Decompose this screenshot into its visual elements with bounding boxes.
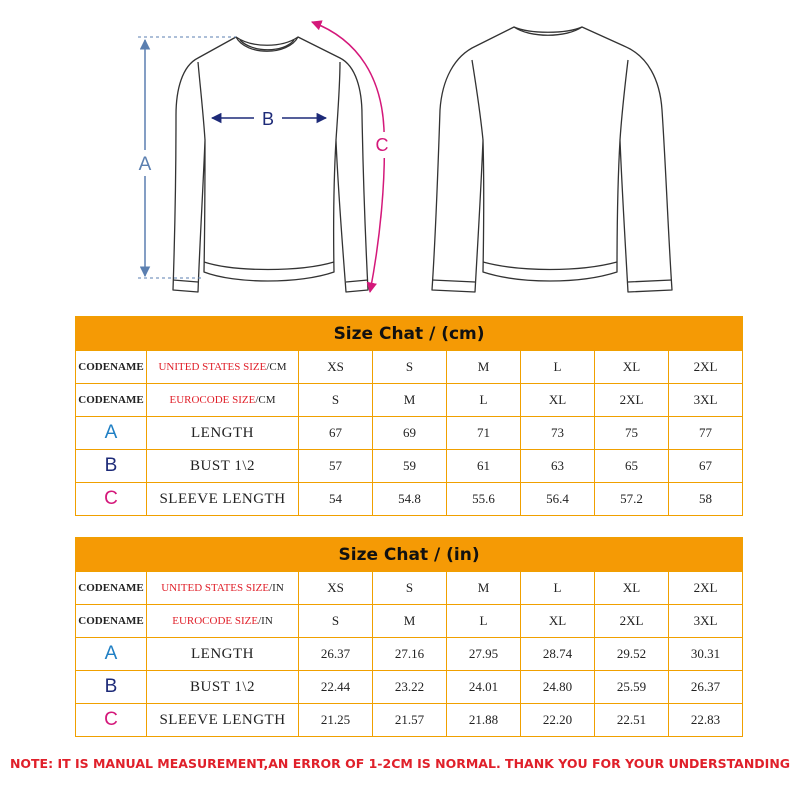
- size-cell: XL: [521, 605, 595, 638]
- table-cm-title: Size Chat / (cm): [76, 317, 743, 351]
- codename-cell: CODENAME: [76, 605, 147, 638]
- value-cell: 77: [669, 417, 743, 450]
- us-size-label-text: UNITED STATES SIZE: [158, 361, 267, 373]
- table-cm-row-bust: [76, 450, 743, 483]
- size-cell: S: [373, 572, 447, 605]
- size-cell: S: [299, 384, 373, 417]
- size-cell: L: [447, 384, 521, 417]
- value-cell: 65: [595, 450, 669, 483]
- eu-size-label-text: EUROCODE SIZE: [172, 615, 259, 627]
- measure-a-label: A: [138, 154, 152, 175]
- measure-name-cell: BUST 1\2: [147, 450, 299, 483]
- value-cell: 27.95: [447, 638, 521, 671]
- measure-name-cell: LENGTH: [147, 417, 299, 450]
- value-cell: 29.52: [595, 638, 669, 671]
- eu-size-label-text: EUROCODE SIZE: [169, 394, 256, 406]
- table-cm-eu-row: [76, 384, 743, 417]
- size-cell: L: [447, 605, 521, 638]
- measure-name-cell: LENGTH: [147, 638, 299, 671]
- table-in-row-length: [76, 638, 743, 671]
- size-table-in: [75, 537, 743, 737]
- value-cell: 27.16: [373, 638, 447, 671]
- size-cell: 2XL: [595, 605, 669, 638]
- garment-diagram: [0, 0, 800, 305]
- value-cell: 30.31: [669, 638, 743, 671]
- table-in-eu-row: [76, 605, 743, 638]
- value-cell: 67: [299, 417, 373, 450]
- value-cell: 56.4: [521, 483, 595, 516]
- value-cell: 24.01: [447, 671, 521, 704]
- measure-c-label: C: [375, 135, 389, 155]
- value-cell: 61: [447, 450, 521, 483]
- shirt-back-seams: [432, 60, 672, 282]
- size-cell: S: [373, 351, 447, 384]
- shirt-front: [173, 37, 368, 292]
- unit-text: /CM: [266, 361, 287, 373]
- letter-a-cell: A: [76, 417, 147, 450]
- value-cell: 57.2: [595, 483, 669, 516]
- measure-name-cell: BUST 1\2: [147, 671, 299, 704]
- shirt-back-hem: [483, 262, 617, 270]
- us-size-label: [147, 351, 299, 384]
- measure-name-cell: SLEEVE LENGTH: [147, 483, 299, 516]
- measure-a: [134, 37, 236, 278]
- value-cell: 54.8: [373, 483, 447, 516]
- us-size-label-text: UNITED STATES SIZE: [161, 582, 270, 594]
- size-cell: 3XL: [669, 384, 743, 417]
- measure-b-label: B: [261, 109, 275, 129]
- size-cell: M: [373, 384, 447, 417]
- value-cell: 67: [669, 450, 743, 483]
- us-size-label: [147, 572, 299, 605]
- size-table-cm: [75, 316, 743, 516]
- size-cell: XL: [595, 572, 669, 605]
- value-cell: 75: [595, 417, 669, 450]
- shirt-front-outline: [173, 37, 368, 292]
- value-cell: 73: [521, 417, 595, 450]
- size-cell: XL: [595, 351, 669, 384]
- size-cell: M: [447, 572, 521, 605]
- unit-text: /IN: [258, 615, 273, 627]
- codename-cell: CODENAME: [76, 384, 147, 417]
- measure-b: [212, 109, 326, 129]
- value-cell: 22.20: [521, 704, 595, 737]
- value-cell: 71: [447, 417, 521, 450]
- shirt-front-seams: [173, 62, 368, 282]
- letter-a-cell: A: [76, 638, 147, 671]
- size-cell: 3XL: [669, 605, 743, 638]
- size-cell: S: [299, 605, 373, 638]
- table-in-title: Size Chat / (in): [76, 538, 743, 572]
- size-cell: 2XL: [669, 572, 743, 605]
- size-cell: M: [447, 351, 521, 384]
- value-cell: 69: [373, 417, 447, 450]
- size-cell: XS: [299, 351, 373, 384]
- table-cm-row-length: [76, 417, 743, 450]
- shirt-back: [432, 27, 672, 292]
- value-cell: 63: [521, 450, 595, 483]
- value-cell: 55.6: [447, 483, 521, 516]
- size-cell: L: [521, 351, 595, 384]
- shirt-back-collar: [514, 27, 582, 35]
- value-cell: 26.37: [299, 638, 373, 671]
- value-cell: 28.74: [521, 638, 595, 671]
- table-in-row-sleeve: [76, 704, 743, 737]
- size-cell: XS: [299, 572, 373, 605]
- value-cell: 22.44: [299, 671, 373, 704]
- size-cell: M: [373, 605, 447, 638]
- shirt-front-hem: [204, 262, 334, 270]
- measurement-note: NOTE: IT IS MANUAL MEASUREMENT,AN ERROR OF 1-2CM IS NORMAL. THANK YOU FOR YOUR UNDERSTANDING: [9, 756, 791, 771]
- table-cm-row-sleeve: [76, 483, 743, 516]
- letter-c-cell: C: [76, 483, 147, 516]
- letter-c-cell: C: [76, 704, 147, 737]
- value-cell: 57: [299, 450, 373, 483]
- value-cell: 22.83: [669, 704, 743, 737]
- table-in-us-row: [76, 572, 743, 605]
- unit-text: /IN: [269, 582, 284, 594]
- value-cell: 54: [299, 483, 373, 516]
- unit-text: /CM: [255, 394, 276, 406]
- value-cell: 21.25: [299, 704, 373, 737]
- value-cell: 21.57: [373, 704, 447, 737]
- value-cell: 24.80: [521, 671, 595, 704]
- measure-c: [312, 22, 394, 292]
- size-cell: XL: [521, 384, 595, 417]
- value-cell: 23.22: [373, 671, 447, 704]
- size-cell: 2XL: [595, 384, 669, 417]
- value-cell: 21.88: [447, 704, 521, 737]
- eu-size-label: [147, 605, 299, 638]
- size-cell: 2XL: [669, 351, 743, 384]
- letter-b-cell: B: [76, 671, 147, 704]
- value-cell: 59: [373, 450, 447, 483]
- value-cell: 26.37: [669, 671, 743, 704]
- measure-name-cell: SLEEVE LENGTH: [147, 704, 299, 737]
- value-cell: 58: [669, 483, 743, 516]
- codename-cell: CODENAME: [76, 572, 147, 605]
- letter-b-cell: B: [76, 450, 147, 483]
- shirt-front-collar: [236, 37, 298, 51]
- value-cell: 22.51: [595, 704, 669, 737]
- table-cm-us-row: [76, 351, 743, 384]
- codename-cell: CODENAME: [76, 351, 147, 384]
- size-cell: L: [521, 572, 595, 605]
- shirt-back-outline: [432, 27, 672, 292]
- eu-size-label: [147, 384, 299, 417]
- value-cell: 25.59: [595, 671, 669, 704]
- table-in-row-bust: [76, 671, 743, 704]
